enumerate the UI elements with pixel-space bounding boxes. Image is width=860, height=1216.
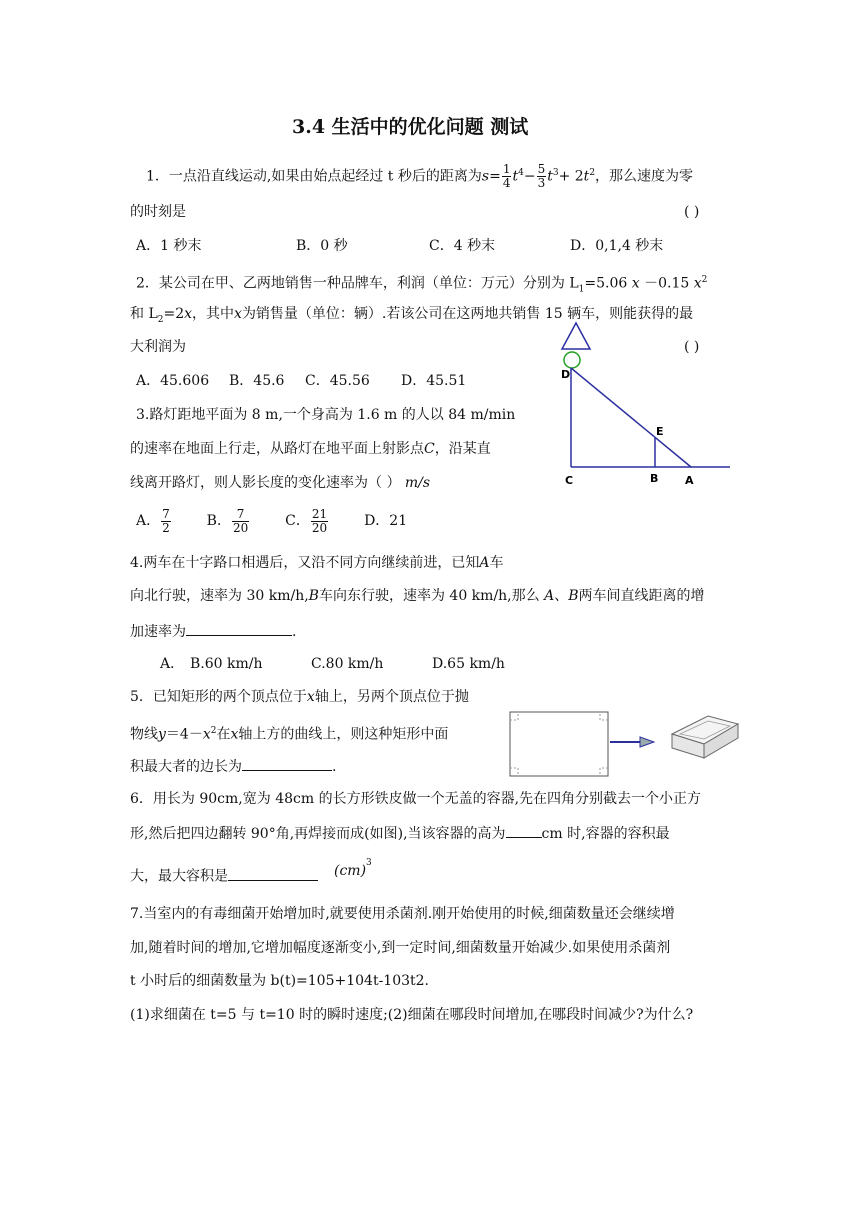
q1-fraction-2 xyxy=(537,163,547,190)
corner-cut-tl xyxy=(510,712,518,720)
q2-text-c: －0.15 xyxy=(644,275,690,292)
question-1-line-1 xyxy=(146,160,693,190)
q1-formula-eq: = xyxy=(489,168,501,185)
q1-minus: − xyxy=(523,168,536,185)
q5-var-x2: x xyxy=(202,726,211,743)
q3-option-a-frac xyxy=(161,508,171,535)
q1-formula-s: s xyxy=(481,168,490,185)
question-5-line-1 xyxy=(130,688,469,706)
q5-l2-c: 在 xyxy=(216,726,231,743)
q3-l2-b: ，沿某直 xyxy=(434,441,491,457)
corner-cut-br xyxy=(600,768,608,776)
q5-var-x: x xyxy=(306,689,315,705)
q3-options xyxy=(136,503,407,539)
street-lamp-diagram xyxy=(550,305,735,490)
q1-fraction-2-den: 3 xyxy=(537,176,546,191)
q1-option-c: C．4 秒末 xyxy=(429,238,496,254)
q2-l2-x2: x xyxy=(234,306,242,322)
q1-answer-paren: ( ) xyxy=(684,204,700,220)
question-4-line-2 xyxy=(130,587,705,605)
q2-l2-b: =2 xyxy=(163,306,185,322)
label-a: A xyxy=(685,474,694,487)
q5-l1-b: 轴上，另两个顶点位于抛 xyxy=(314,689,469,705)
corner-cut-bl xyxy=(510,768,518,776)
container-diagram xyxy=(508,706,744,782)
label-c: C xyxy=(565,474,574,487)
q3-point-c: C xyxy=(424,441,435,457)
question-6-line-3 xyxy=(130,858,372,886)
q5-l3-b: . xyxy=(332,759,337,775)
q6-unit-exp: 3 xyxy=(366,858,372,868)
q2-option-c: C．45.56 xyxy=(305,373,370,389)
q2-l2-c: ，其中 xyxy=(192,306,235,322)
q3-option-d: D．21 xyxy=(364,513,408,529)
q2-var-x: x xyxy=(631,275,640,292)
q3-option-c-label: C． xyxy=(285,513,310,529)
q4-l2-d: 两车间直线距离的增 xyxy=(578,588,705,604)
q1-fraction-1-num: 1 xyxy=(502,162,511,177)
q1-plus: + 2 xyxy=(558,168,584,185)
q4-l2-c: 、 xyxy=(554,588,569,604)
q1-text: 1．一点沿直线运动,如果由始点起经过 t 秒后的距离为 xyxy=(146,168,482,185)
q7-line-2: 加,随着时间的增加,它增加幅度逐渐变小,到一定时间,细菌数量开始减少.如果使用杀菌剂 xyxy=(130,940,671,956)
q1-text-tail: ，那么速度为零 xyxy=(595,168,694,185)
q4-option-d: D.65 km/h xyxy=(432,656,505,672)
question-3-line-2 xyxy=(130,440,491,458)
q3-option-b-den: 20 xyxy=(232,520,249,535)
q6-unit: (cm) xyxy=(334,862,367,879)
q3-option-a-label: A． xyxy=(136,513,161,529)
q6-l3-a: 大，最大容积是 xyxy=(130,868,228,885)
q3-line-1: 3.路灯距地平面为 8 m,一个身高为 1.6 m 的人以 84 m/min xyxy=(136,407,516,423)
q2-option-a: A．45.606 xyxy=(136,373,210,389)
q2-exp: 2 xyxy=(701,275,708,285)
question-5-line-3 xyxy=(130,756,336,776)
q6-l2-a: 形,然后把四边翻转 90°角,再焊接而成(如图),当该容器的高为 xyxy=(130,826,506,842)
q2-var-x2: x xyxy=(693,275,702,292)
q5-l3-a: 积最大者的边长为 xyxy=(130,759,242,775)
q1-term-1-exp: 4 xyxy=(518,168,524,178)
q2-option-b: B．45.6 xyxy=(229,373,285,389)
q4-option-a: A． xyxy=(160,656,185,672)
q1-option-b: B．0 秒 xyxy=(296,238,348,254)
q6-line-1: 6．用长为 90cm,宽为 48cm 的长方形铁皮做一个无盖的容器,先在四角分别截去一个小正方 xyxy=(130,791,702,807)
label-b: B xyxy=(650,472,659,485)
q4-l3-b: . xyxy=(292,624,297,640)
q2-sub-1: 1 xyxy=(578,284,585,295)
q2-text-a: 2．某公司在甲、乙两地销售一种品牌车，利润（单位：万元）分别为 L xyxy=(136,275,579,292)
q3-option-a-num: 7 xyxy=(162,506,170,521)
q1-line-2: 的时刻是 xyxy=(130,204,186,220)
q4-answer-blank[interactable] xyxy=(186,621,292,636)
q3-option-b-frac xyxy=(232,508,249,535)
q4-l1-b: 车 xyxy=(489,555,504,571)
q5-l2-d: 轴上方的曲线上，则这种矩形中面 xyxy=(238,726,449,743)
corner-cut-tr xyxy=(600,712,608,720)
q3-option-b-label: B． xyxy=(206,513,231,529)
q2-l2-sub: 2 xyxy=(157,314,164,325)
q3-option-c-frac xyxy=(311,508,328,535)
question-2-line-1 xyxy=(136,271,707,298)
q3-option-b-num: 7 xyxy=(232,508,249,522)
q3-l2-a: 的速率在地面上行走，从路灯在地平面上射影点 xyxy=(130,441,424,457)
q1-term-3: t xyxy=(583,168,590,185)
q3-option-a-den: 2 xyxy=(162,520,170,535)
label-d: D xyxy=(561,368,571,381)
q5-exp: 2 xyxy=(210,726,217,736)
q4-option-c: C.80 km/h xyxy=(311,656,384,672)
q7-line-3: t 小时后的细菌数量为 b(t)=105+104t-103t2. xyxy=(130,973,430,989)
q2-option-d: D．45.51 xyxy=(401,373,467,389)
q5-l2-a: 物线 xyxy=(130,726,158,743)
question-4-line-1 xyxy=(130,554,503,572)
sheet-rectangle xyxy=(510,712,608,776)
question-5-line-2 xyxy=(130,722,448,744)
q5-l1-a: 5．已知矩形的两个顶点位于 xyxy=(130,689,307,705)
q3-l3-a: 线离开路灯，则人影长度的变化速率为（ ） xyxy=(130,475,401,491)
q1-fraction-1-den: 4 xyxy=(502,176,511,191)
q2-l2-x: x xyxy=(184,306,193,322)
q4-l2-a: 向北行驶，速率为 30 km/h, xyxy=(130,588,309,604)
q1-fraction-1 xyxy=(502,163,512,190)
q4-l2-b: 车向东行驶，速率为 40 km/h,那么 xyxy=(318,588,540,604)
page-title: 3.4 生活中的优化问题 测试 xyxy=(292,116,529,138)
q1-option-d: D．0,1,4 秒末 xyxy=(570,238,664,254)
q2-text-b: =5.06 xyxy=(584,275,628,292)
question-3-line-3 xyxy=(130,474,430,492)
q7-line-4: (1)求细菌在 t=5 与 t=10 时的瞬时速度;(2)细菌在哪段时间增加,在哪段时间减少?为什么? xyxy=(130,1007,694,1023)
q5-var-x3: x xyxy=(230,726,239,743)
q2-l2-d: 为销售量（单位：辆）.若该公司在这两地共销售 15 辆车，则能获得的最 xyxy=(241,306,694,322)
q1-term-2: t xyxy=(547,168,553,185)
q4-car-b: B xyxy=(308,588,319,604)
q6-height-blank[interactable] xyxy=(506,823,542,838)
q6-l2-b: cm 时,容器的容积最 xyxy=(541,826,670,842)
q4-car-a: A xyxy=(479,555,490,571)
q1-term-2-exp: 3 xyxy=(552,168,559,178)
q1-option-a: A．1 秒末 xyxy=(136,238,202,254)
light-ray-line xyxy=(571,368,691,467)
q2-answer-paren: ( ) xyxy=(684,339,700,355)
q5-var-y: y xyxy=(158,726,166,743)
q4-l3-a: 加速率为 xyxy=(130,624,186,640)
q6-volume-blank[interactable] xyxy=(228,866,318,881)
q3-unit: m/s xyxy=(404,475,431,491)
q4-car-a-2: A xyxy=(544,588,555,604)
lamp-bulb-icon xyxy=(564,352,580,368)
q5-l2-b: ＝4－ xyxy=(165,726,203,743)
q3-option-c-den: 20 xyxy=(311,520,328,535)
question-6-line-2 xyxy=(130,823,670,843)
q4-option-b: B.60 km/h xyxy=(190,656,263,672)
q1-term-3-exp: 2 xyxy=(589,168,596,178)
q4-car-b-2: B xyxy=(568,588,579,604)
lamp-triangle-icon xyxy=(562,323,590,349)
arrow-head-icon xyxy=(640,737,654,747)
q1-term-1: t xyxy=(512,168,519,185)
question-4-line-3 xyxy=(130,621,296,641)
q3-option-c-num: 21 xyxy=(311,506,328,521)
q1-fraction-2-num: 5 xyxy=(537,162,546,177)
q4-l1-a: 4.两车在十字路口相遇后，又沿不同方向继续前进，已知 xyxy=(130,555,480,571)
q2-line-3: 大利润为 xyxy=(130,339,186,355)
q5-answer-blank[interactable] xyxy=(242,756,332,771)
label-e: E xyxy=(656,425,664,438)
q7-line-1: 7.当室内的有毒细菌开始增加时,就要使用杀菌剂.刚开始使用的时候,细菌数量还会继续增 xyxy=(130,906,675,922)
q2-l2-a: 和 L xyxy=(130,306,158,322)
